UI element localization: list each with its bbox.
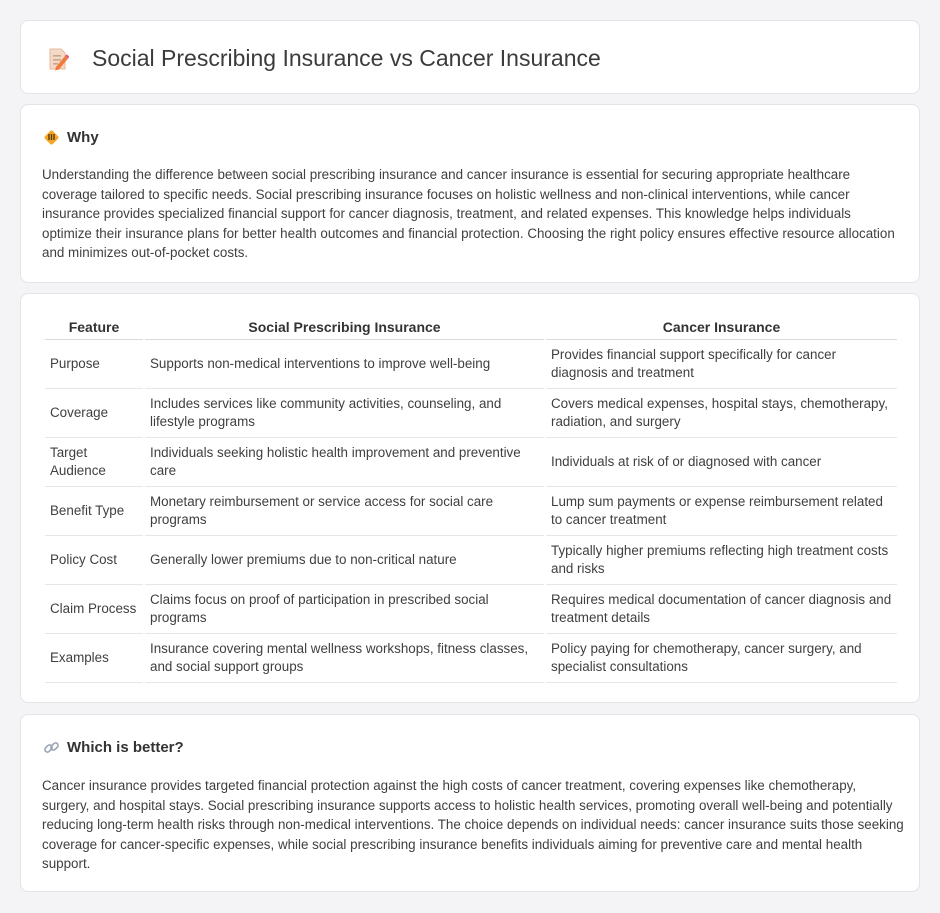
table-row xyxy=(45,487,897,536)
page-title: Social Prescribing Insurance vs Cancer Insurance xyxy=(92,45,601,71)
header-social-prescribing: Social Prescribing Insurance xyxy=(145,314,544,340)
row-cancer: Requires medical documentation of cancer diagnosis and treatment details xyxy=(546,585,897,634)
comparison-table xyxy=(43,314,899,683)
table-row xyxy=(45,585,897,634)
header-cancer: Cancer Insurance xyxy=(546,314,897,340)
row-social-prescribing: Insurance covering mental wellness workshops, fitness classes, and social support groups xyxy=(145,634,544,683)
better-heading xyxy=(43,737,184,757)
table-row xyxy=(45,536,897,585)
row-social-prescribing: Monetary reimbursement or service access for social care programs xyxy=(145,487,544,536)
better-paragraph: Cancer insurance provides targeted financial protection against the high costs of cancer treatment, covering expenses like chemotherapy, surgery, and hospital stays. Social prescribing insurance supports access to holistic health services, promoting overall well-being and potentially reducing long-term health risks through non-medical interventions. The choice depends on individual needs: cancer insurance suits those seeking coverage for cancer-specific expenses, while social prescribing insurance benefits individuals aiming for preventive care and mental health support. xyxy=(42,778,904,872)
table-row xyxy=(45,634,897,683)
row-cancer: Typically higher premiums reflecting high treatment costs and risks xyxy=(546,536,897,585)
header-card xyxy=(20,20,920,94)
table-row xyxy=(45,438,897,487)
row-cancer: Individuals at risk of or diagnosed with cancer xyxy=(546,438,897,487)
row-feature: Benefit Type xyxy=(45,487,143,536)
row-social-prescribing: Includes services like community activities, counseling, and lifestyle programs xyxy=(145,389,544,438)
table-header-row xyxy=(45,314,897,340)
row-social-prescribing: Claims focus on proof of participation in prescribed social programs xyxy=(145,585,544,634)
row-social-prescribing: Individuals seeking holistic health improvement and preventive care xyxy=(145,438,544,487)
header-feature: Feature xyxy=(45,314,143,340)
row-cancer: Policy paying for chemotherapy, cancer surgery, and specialist consultations xyxy=(546,634,897,683)
row-feature: Examples xyxy=(45,634,143,683)
row-cancer: Lump sum payments or expense reimbursement related to cancer treatment xyxy=(546,487,897,536)
link-icon xyxy=(43,739,60,756)
row-social-prescribing: Supports non-medical interventions to improve well-being xyxy=(145,340,544,389)
which-better-card xyxy=(20,714,920,892)
row-cancer: Provides financial support specifically for cancer diagnosis and treatment xyxy=(546,340,897,389)
document-edit-icon xyxy=(47,47,69,71)
diamond-warning-icon xyxy=(43,129,60,146)
why-paragraph: Understanding the difference between social prescribing insurance and cancer insurance is essential for securing appropriate healthcare coverage tailored to specific needs. Social prescribing insurance focuses on holistic wellness and non-clinical interventions, while cancer insurance provides specialized financial support for cancer diagnosis, treatment, and related expenses. This knowledge helps individuals optimize their insurance plans for better health outcomes and financial protection. Choosing the right policy ensures effective resource allocation and minimizes out-of-pocket costs. xyxy=(42,167,895,261)
comparison-card xyxy=(20,293,920,703)
better-title: Which is better? xyxy=(67,738,184,756)
row-feature: Coverage xyxy=(45,389,143,438)
row-cancer: Covers medical expenses, hospital stays, chemotherapy, radiation, and surgery xyxy=(546,389,897,438)
why-heading xyxy=(43,127,99,147)
row-feature: Policy Cost xyxy=(45,536,143,585)
table-row xyxy=(45,389,897,438)
table-row xyxy=(45,340,897,389)
row-feature: Purpose xyxy=(45,340,143,389)
row-feature: Claim Process xyxy=(45,585,143,634)
row-social-prescribing: Generally lower premiums due to non-critical nature xyxy=(145,536,544,585)
why-card xyxy=(20,104,920,283)
row-feature: Target Audience xyxy=(45,438,143,487)
why-title: Why xyxy=(67,128,99,146)
